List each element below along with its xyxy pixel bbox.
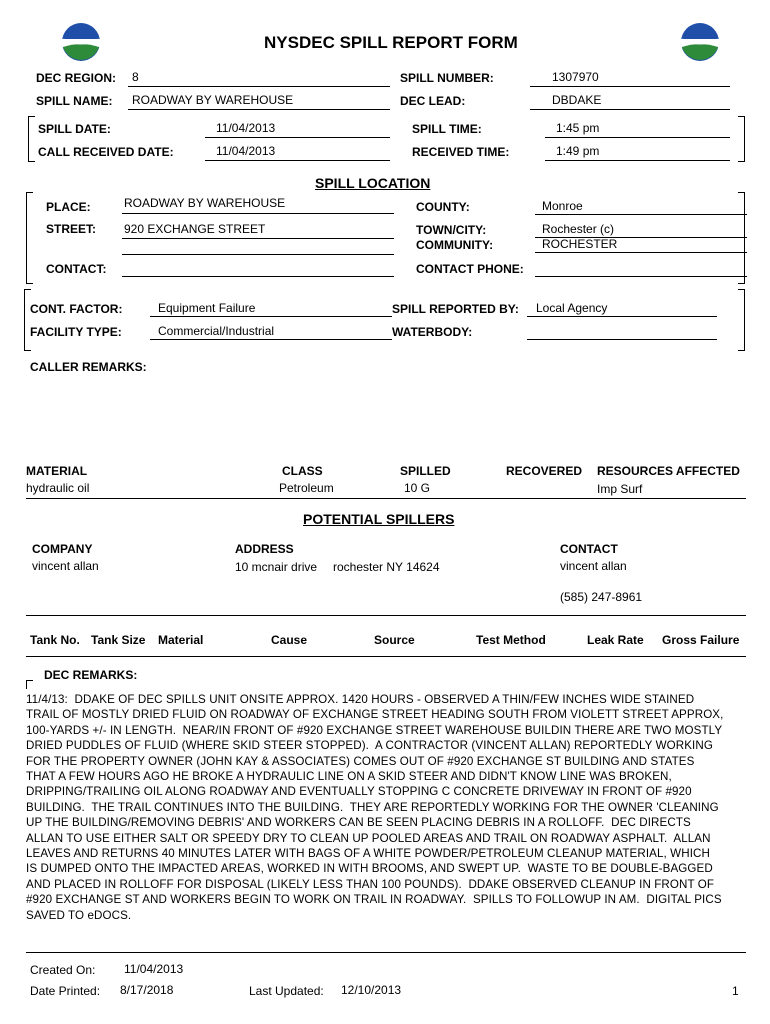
dec-lead-value: DBDAKE [552,93,602,107]
spiller-street: 10 mcnair drive [235,560,318,574]
tank-no-header: Tank No. [30,633,80,647]
dec-region-label: DEC REGION: [36,71,117,85]
call-received-date-value: 11/04/2013 [216,144,276,158]
resources-value: Imp Surf [597,482,643,496]
facility-type-value: Commercial/Industrial [158,324,275,338]
cont-factor-label: CONT. FACTOR: [30,302,123,316]
recovered-header: RECOVERED [506,464,583,478]
spill-time-value: 1:45 pm [556,121,600,135]
spill-name-value: ROADWAY BY WAREHOUSE [132,93,294,107]
place-label: PLACE: [46,200,91,214]
spill-date-label: SPILL DATE: [38,122,111,136]
street-label: STREET: [46,222,97,236]
community-value: ROCHESTER [542,237,618,251]
reported-by-label: SPILL REPORTED BY: [392,302,519,316]
cont-factor-value: Equipment Failure [158,301,256,315]
received-time-label: RECEIVED TIME: [412,145,510,159]
source-header: Source [374,633,415,647]
spill-location-heading: SPILL LOCATION [315,175,431,191]
received-time-value: 1:49 pm [556,144,600,158]
address-header: ADDRESS [235,542,294,556]
county-label: COUNTY: [416,200,470,214]
spill-time-label: SPILL TIME: [412,122,482,136]
caller-remarks-label: CALLER REMARKS: [30,360,147,374]
company-header: COMPANY [32,542,93,556]
facility-type-label: FACILITY TYPE: [30,325,122,339]
town-label: TOWN/CITY: [416,223,487,237]
resources-header: RESOURCES AFFECTED [597,464,740,478]
spiller-company: vincent allan [32,559,99,573]
spill-number-label: SPILL NUMBER: [400,71,494,85]
call-received-date-label: CALL RECEIVED DATE: [38,145,174,159]
gross-failure-header: Gross Failure [662,633,740,647]
tank-size-header: Tank Size [91,633,146,647]
date-printed-value: 8/17/2018 [120,983,174,997]
nysdec-logo-icon [60,21,102,63]
page-number: 1 [732,984,739,998]
created-on-value: 11/04/2013 [124,962,184,976]
last-updated-value: 12/10/2013 [341,983,402,997]
dec-remarks-label: DEC REMARKS: [44,668,138,682]
spiller-phone: (585) 247-8961 [560,590,643,604]
reported-by-value: Local Agency [536,301,608,315]
county-value: Monroe [542,199,583,213]
leak-rate-header: Leak Rate [587,633,644,647]
spill-date-value: 11/04/2013 [216,121,276,135]
created-on-label: Created On: [30,963,96,977]
community-label: COMMUNITY: [416,238,494,252]
material-value: hydraulic oil [26,481,90,495]
dec-region-value: 8 [132,70,139,84]
potential-spillers-heading: POTENTIAL SPILLERS [303,511,455,527]
spiller-contact: vincent allan [560,559,627,573]
spiller-city-state-zip: rochester NY 14624 [333,560,440,574]
spilled-value: 10 G [404,481,431,495]
dec-lead-label: DEC LEAD: [400,94,466,108]
town-value: Rochester (c) [542,222,615,236]
spilled-header: SPILLED [400,464,451,478]
street-value: 920 EXCHANGE STREET [124,222,266,236]
class-header: CLASS [282,464,323,478]
spill-name-label: SPILL NAME: [36,94,113,108]
class-value: Petroleum [279,481,334,495]
last-updated-label: Last Updated: [249,984,324,998]
nysdec-logo-icon [679,21,721,63]
waterbody-label: WATERBODY: [392,325,473,339]
contact-phone-label: CONTACT PHONE: [416,262,524,276]
contact-header: CONTACT [560,542,618,556]
dec-remarks-text: 11/4/13: DDAKE OF DEC SPILLS UNIT ONSITE APPROX. 1420 HOURS - OBSERVED A THIN/FEW INCHES WIDE STAINED TRAIL OF MOSTLY DRIED FLUID ON ROADWAY OF EXCHANGE STREET HEADING SOUTH FROM VIOLETT STREET APPROX, 100-YARDS +/- IN LENGTH. NEAR/IN FRONT OF #920 EXCHANGE STREET WAREHOUSE BUILDIN THERE ARE TWO MOSTLY DRIED PUDDLES OF FLUID (WHERE SKID STEER STOPPED). A CONTRACTOR (VINCENT ALLAN) REPORTEDLY WORKING FOR THE PROPERTY OWNER (JOHN KAY & ASSOCIATES) COMES OUT OF #920 EXCHANGE ST BUILDING AND STATES THAT A FEW HOURS AGO HE BROKE A HYDRAULIC LINE ON A SKID STEER AND DIDN'T KNOW LINE WAS BROKEN, DRIPPING/TRAILING OIL ALONG ROADWAY AND EVENTUALLY STOPPING C CONCRETE DRIVEWAY IN FRONT OF #920 BUILDING. THE TRAIL CONTINUES INTO THE BUILDING. THEY ARE REPORTEDLY WORKING FOR THE OWNER 'CLEANING UP THE BUILDING/REMOVING DEBRIS' AND WORKERS CAN BE SEEN PLACING DEBRIS IN A ROLLOFF. DEC DIRECTS ALLAN TO USE EITHER SALT OR SPEEDY DRY TO CLEAN UP POOLED AREAS AND TRAIL ON ROADWAY ASPHALT. ALLAN LEAVES AND RETURNS 40 MINUTES LATER WITH BAGS OF A WHITE POWDER/PETROLEUM CLEANUP MATERIAL, WHICH IS DUMPED ONTO THE IMPACTED AREAS, WORKED IN WITH BROOMS, AND SWEPT UP. WASTE TO BE DOUBLE-BAGGED AND PLACED IN ROLLOFF FOR DISPOSAL (LIKELY LESS THAN 100 POUNDS). DDAKE OBSERVED CLEANUP IN FRONT OF #920 EXCHANGE ST AND WORKERS BEGIN TO WORK ON TRAIL IN ROADWAY. SPILLS TO FOLLOWUP IN AM. DIGITAL PICS SAVED TO eDOCS. [26,693,727,922]
cause-header: Cause [271,633,308,647]
page-title: NYSDEC SPILL REPORT FORM [264,33,518,52]
test-method-header: Test Method [476,633,546,647]
contact-label: CONTACT: [46,262,107,276]
place-value: ROADWAY BY WAREHOUSE [124,196,286,210]
material-header: MATERIAL [26,464,88,478]
date-printed-label: Date Printed: [30,984,101,998]
tank-material-header: Material [158,633,204,647]
spill-number-value: 1307970 [552,70,599,84]
